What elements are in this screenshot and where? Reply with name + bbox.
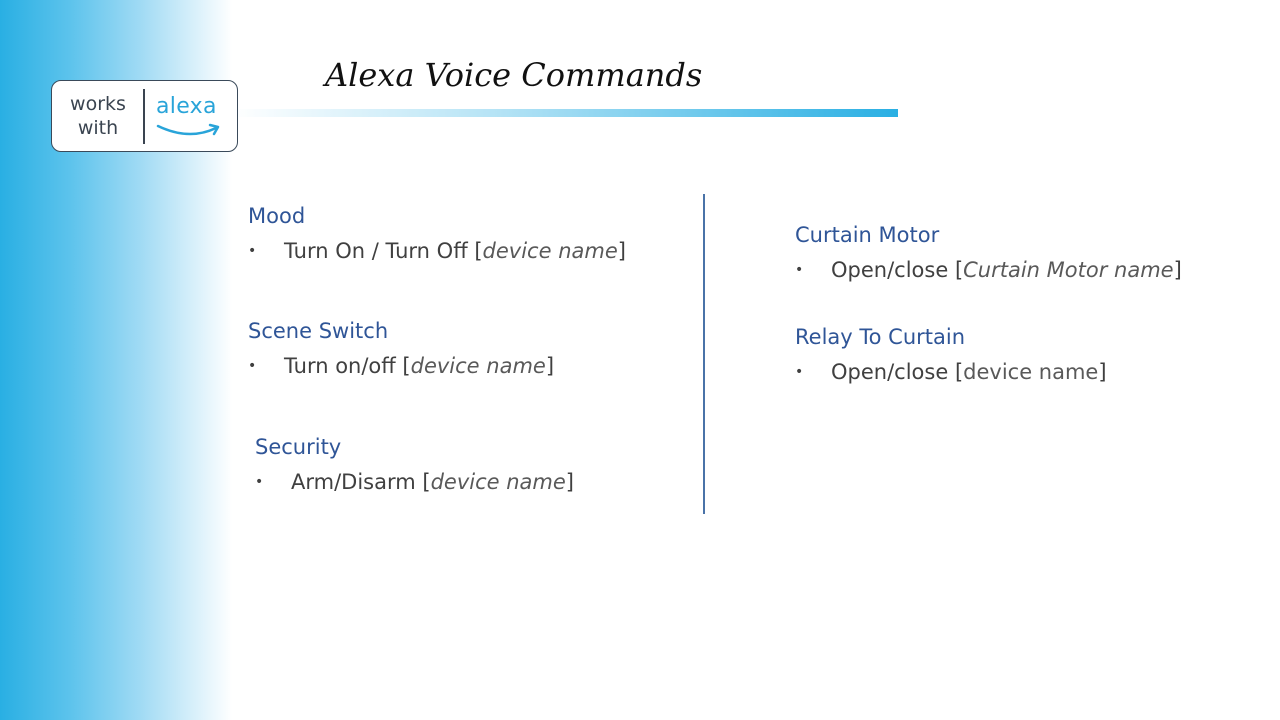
device-name: device name [482, 239, 618, 263]
list-item [255, 469, 574, 495]
section-relay-to-curtain [795, 324, 1107, 385]
command: Turn On / Turn Off [284, 239, 468, 263]
title-underline [232, 109, 898, 117]
command-text [831, 359, 1107, 385]
bullet: • [248, 358, 257, 374]
list-item [248, 238, 626, 264]
section-mood [248, 203, 626, 264]
bracket-close: ] [1098, 360, 1107, 384]
bullet: • [255, 474, 264, 490]
device-name: device name [410, 354, 546, 378]
bracket-open: [ [467, 239, 483, 263]
list-item [248, 353, 555, 379]
command: Arm/Disarm [291, 470, 416, 494]
list-item [795, 359, 1107, 385]
alexa-smile-icon [156, 123, 222, 139]
list-item [795, 257, 1182, 283]
command: Open/close [831, 258, 949, 282]
bracket-open: [ [395, 354, 411, 378]
section-security [255, 434, 574, 495]
section-heading: Scene Switch [248, 319, 389, 343]
logo-divider [143, 89, 145, 144]
command-text [831, 257, 1182, 283]
bracket-close: ] [545, 354, 555, 378]
section-heading: Security [255, 435, 342, 459]
bullet: • [795, 262, 804, 278]
command-text [284, 238, 626, 264]
logo-works-word: works [70, 93, 126, 115]
bracket-open: [ [415, 470, 431, 494]
command-text [291, 469, 574, 495]
section-scene-switch [248, 318, 555, 379]
section-curtain-motor [795, 222, 1182, 283]
command: Open/close [831, 360, 949, 384]
command-text [284, 353, 554, 379]
bracket-close: ] [565, 470, 574, 494]
logo-with-word: with [77, 117, 119, 139]
bracket-close: ] [617, 239, 626, 263]
bullet: • [248, 243, 257, 259]
section-heading: Curtain Motor [795, 223, 940, 247]
device-name: device name [430, 470, 566, 494]
device-name: Curtain Motor name [963, 258, 1174, 282]
bullet: • [795, 364, 804, 380]
logo-alexa-word: alexa [156, 94, 217, 119]
section-heading: Mood [248, 204, 306, 228]
section-heading: Relay To Curtain [795, 325, 966, 349]
command: Turn on/off [284, 354, 396, 378]
bracket-open: [ [948, 258, 964, 282]
page-title: Alexa Voice Commands [325, 56, 703, 94]
bracket-close: ] [1173, 258, 1182, 282]
logo-works-with-text [60, 92, 136, 140]
column-divider [703, 194, 705, 514]
device-name: device name [963, 360, 1099, 384]
works-with-alexa-logo [51, 80, 238, 152]
bracket-open: [ [948, 360, 964, 384]
